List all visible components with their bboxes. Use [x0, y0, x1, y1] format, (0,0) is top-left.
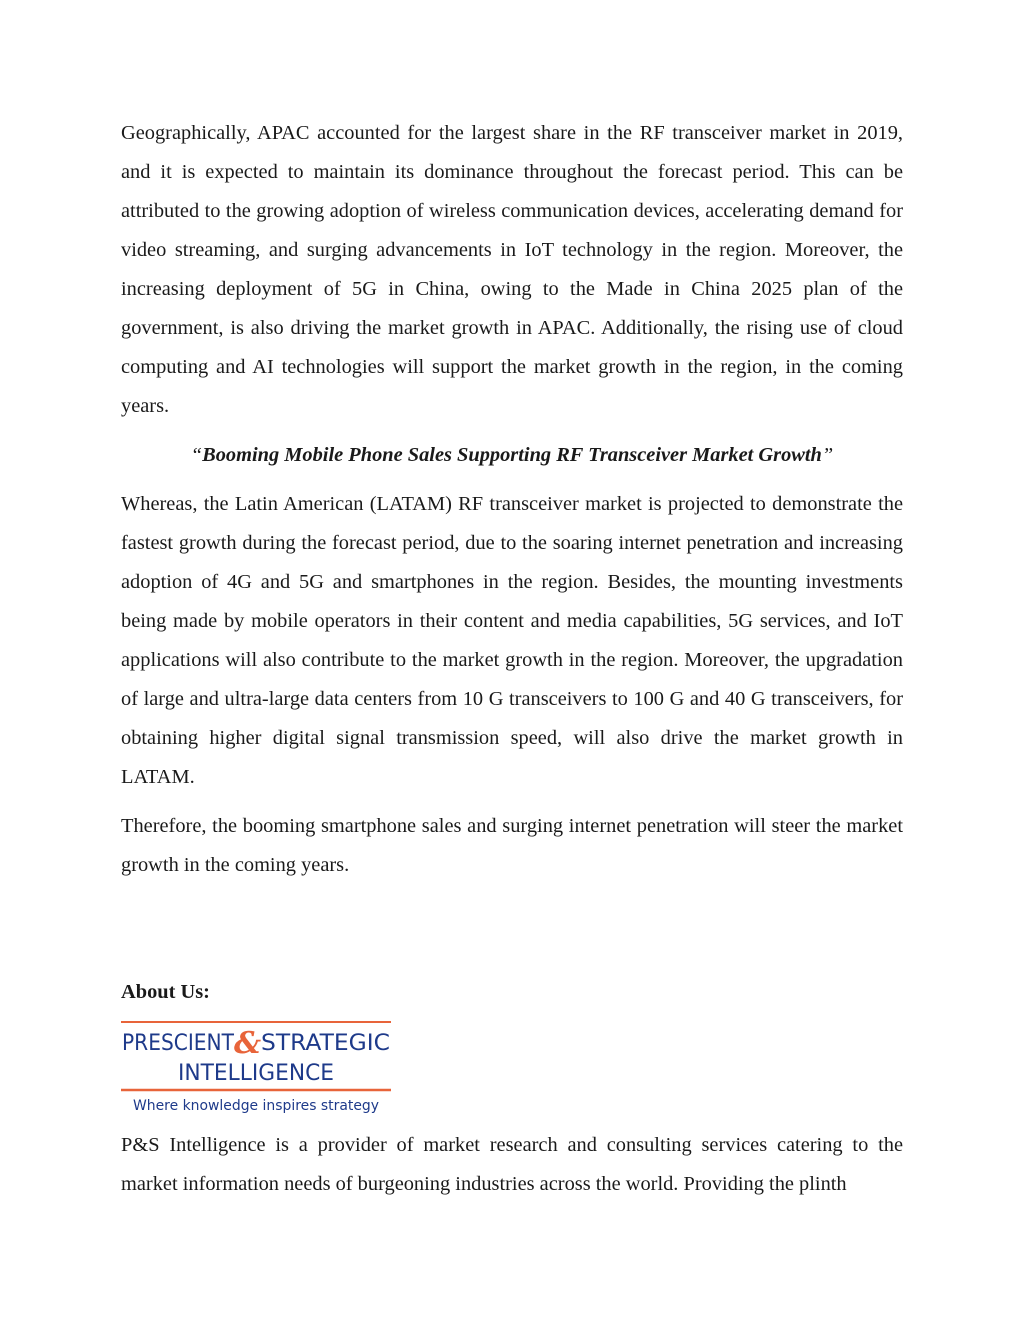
paragraph-latam: Whereas, the Latin American (LATAM) RF transceiver market is projected to demonstrate the fastest growth during the forecast period, due to the soaring internet penetration and increasing adoption of 4G and 5G and smartphones in the region. Besides, the mounting investments being made by mobile operators in their content and media capabilities, 5G services, and IoT applications will also contribute to the market growth in the region. Moreover, the upgradation of large and ultra-large data centers from 10 G transceivers to 100 G and 40 G transceivers, for obtaining higher digital signal transmission speed, will also drive the market growth in LATAM. — [121, 493, 903, 788]
paragraph-about: P&S Intelligence is a provider of market research and consulting services catering to the market information needs of burgeoning industries across the world. Providing the plinth — [121, 1134, 903, 1195]
logo-word-intelligence: INTELLIGENCE — [178, 1061, 334, 1086]
logo-word-strategic: STRATEGIC — [261, 1031, 390, 1056]
document-page — [121, 114, 903, 1204]
pull-quote — [121, 436, 903, 475]
logo-word-prescient: PRESCIENT — [122, 1031, 235, 1056]
ps-intelligence-logo — [121, 1020, 391, 1116]
quote-open-mark: “ — [190, 444, 203, 466]
spacer — [121, 885, 903, 973]
paragraph-apac: Geographically, APAC accounted for the largest share in the RF transceiver market in 2019, and it is expected to maintain its dominance throughout the forecast period. This can be attributed to the growing adoption of wireless communication devices, accelerating demand for video streaming, and surging advancements in IoT technology in the region. Moreover, the increasing deployment of 5G in China, owing to the Made in China 2025 plan of the government, is also driving the market growth in APAC. Additionally, the rising use of cloud computing and AI technologies will support the market growth in the region, in the coming years. — [121, 122, 903, 417]
pull-quote-text: Booming Mobile Phone Sales Supporting RF Transceiver Market Growth — [202, 444, 822, 466]
paragraph-conclusion: Therefore, the booming smartphone sales and surging internet penetration will steer the market growth in the coming years. — [121, 815, 903, 876]
logo-ampersand: & — [234, 1026, 262, 1061]
about-us-heading: About Us: — [121, 981, 210, 1003]
quote-close-mark: ” — [821, 444, 834, 466]
logo-tagline: Where knowledge inspires strategy — [133, 1098, 379, 1114]
